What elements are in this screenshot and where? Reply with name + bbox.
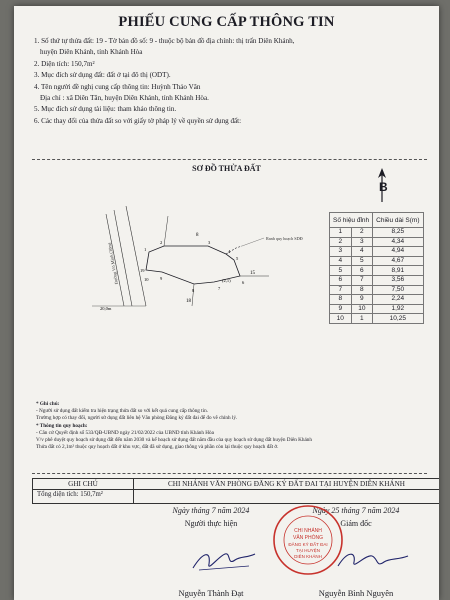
planning-line: V/v phê duyệt quy hoạch sử dụng đất đến năm 2030 và kế hoạch sử dụng đất năm đầu của quy hoạch sử dụng đất huyện Diên Khánh bbox=[36, 437, 312, 444]
edge-row bbox=[330, 285, 424, 295]
vertex-label: 10 bbox=[144, 277, 149, 282]
edge-row bbox=[330, 237, 424, 247]
edge-vertex: 1 bbox=[351, 314, 373, 324]
info-line-4: 4. Tên người đề nghị cung cấp thông tin: Huỳnh Thảo Vân bbox=[34, 82, 201, 91]
road-edge-right bbox=[114, 210, 132, 306]
svg-text:ĐĂNG KÝ ĐẤT ĐAI: ĐĂNG KÝ ĐẤT ĐAI bbox=[288, 542, 328, 547]
edge-length: 2,24 bbox=[373, 295, 423, 305]
svg-text:VĂN PHÒNG: VĂN PHÒNG bbox=[292, 535, 324, 541]
signature-right bbox=[332, 546, 412, 576]
edge-vertex: 7 bbox=[351, 275, 373, 285]
edge-length: 8,91 bbox=[373, 266, 423, 276]
edge-vertex: 4 bbox=[330, 256, 352, 266]
edge-vertex: 4 bbox=[351, 247, 373, 257]
edge-row bbox=[330, 314, 424, 324]
svg-text:TẠI HUYỆN: TẠI HUYỆN bbox=[295, 548, 321, 553]
edge-vertex: 9 bbox=[351, 295, 373, 305]
edge-length: 4,94 bbox=[373, 247, 423, 257]
info-line-1: 1. Số thứ tự thửa đất: 19 - Tờ bản đồ số: 9 - thuộc bộ bản đồ địa chính: thị trấn Diên Khánh, bbox=[34, 37, 295, 45]
planning-heading: * Thông tin quy hoạch: bbox=[36, 422, 88, 429]
edge-vertex: 6 bbox=[351, 266, 373, 276]
area-label: (2,1) bbox=[222, 278, 231, 283]
name-left: Nguyễn Thành Đạt bbox=[178, 588, 244, 598]
edge-vertex: 10 bbox=[351, 304, 373, 314]
divider bbox=[32, 473, 427, 474]
notes-heading: * Ghi chú: bbox=[36, 401, 60, 407]
edge-row bbox=[330, 256, 424, 266]
note-line: - Người sử dụng đất kiểm tra hiện trạng thửa đất so với kết quả cung cấp thông tin. bbox=[36, 408, 208, 415]
edge-row bbox=[330, 295, 424, 305]
road-label: Đường Võ Minh (30m) bbox=[106, 242, 119, 285]
sdd-leader bbox=[242, 238, 264, 246]
neighbor-bottom-label: 18 bbox=[186, 299, 191, 304]
edge-vertex: 2 bbox=[330, 237, 352, 247]
date-left: Ngày tháng 7 năm 2024 bbox=[172, 506, 250, 515]
edge-length-table bbox=[329, 212, 424, 324]
edge-length: 1,92 bbox=[373, 304, 423, 314]
role-right: Giám đốc bbox=[340, 519, 372, 528]
vertex-label: 5 bbox=[236, 256, 239, 261]
info-line-5: 5. Mục đích sử dụng tài liệu: tham khảo thông tin. bbox=[34, 105, 177, 114]
note-line: Trường hợp có thay đổi, người sử dụng đất liên hệ Văn phòng Đăng ký đất đai để đo vẽ chỉnh lý. bbox=[36, 415, 238, 422]
edge-vertex: 6 bbox=[330, 275, 352, 285]
svg-text:DIÊN KHÁNH: DIÊN KHÁNH bbox=[294, 554, 322, 559]
edge-vertex: 1 bbox=[330, 228, 352, 238]
north-label: B bbox=[379, 180, 388, 194]
edge-vertex: 3 bbox=[351, 237, 373, 247]
edge-row bbox=[330, 275, 424, 285]
edge-vertex: 8 bbox=[351, 285, 373, 295]
info-block bbox=[34, 36, 429, 127]
vertex-label: 4 bbox=[228, 249, 231, 254]
neighbor-right-label: 15 bbox=[250, 271, 255, 276]
edge-length: 8,25 bbox=[373, 228, 423, 238]
vertex-label: 3 bbox=[208, 240, 211, 245]
planning-line: Thửa đất có 2,1m² thuộc quy hoạch đất ở khu vực, đất đã sử dụng, giao thông và phần còn lại thuộc quy hoạch đất ở. bbox=[36, 444, 279, 451]
table-divider bbox=[133, 479, 134, 503]
vertex-label: 8 bbox=[192, 288, 195, 293]
vertex-label: 7 bbox=[218, 286, 221, 291]
edge-length: 7,50 bbox=[373, 285, 423, 295]
edge-row bbox=[330, 266, 424, 276]
parcel-map bbox=[84, 206, 314, 316]
vertex-label: 1 bbox=[144, 247, 147, 252]
edge-vertex: 2 bbox=[351, 228, 373, 238]
name-right: Nguyễn Bình Nguyên bbox=[318, 588, 394, 598]
info-line-2: 2. Diện tích: 150,7m² bbox=[34, 59, 95, 68]
notes-block bbox=[36, 401, 431, 451]
vertex-label: 2 bbox=[160, 240, 163, 245]
edge-vertex: 10 bbox=[330, 314, 352, 324]
edge-table-header-length: Chiều dài S(m) bbox=[373, 213, 423, 228]
edge-vertex: 3 bbox=[330, 247, 352, 257]
vertex-label: 6 bbox=[242, 280, 245, 285]
info-line-1b: huyện Diên Khánh, tỉnh Khánh Hòa bbox=[40, 48, 143, 57]
footer-ghichu-header: GHI CHÚ bbox=[33, 479, 133, 490]
edge-vertex: 9 bbox=[330, 304, 352, 314]
divider bbox=[32, 159, 427, 160]
neighbor-top-label: 8 bbox=[196, 233, 199, 238]
width-label: 20,0m bbox=[100, 306, 112, 311]
edge-vertex: 5 bbox=[351, 256, 373, 266]
edge-row bbox=[330, 247, 424, 257]
info-sheet bbox=[14, 6, 439, 600]
sdd-label: Ranh quy hoạch SDĐ bbox=[266, 236, 303, 241]
edge-row bbox=[330, 228, 424, 238]
edge-length: 4,67 bbox=[373, 256, 423, 266]
total-area: Tổng diện tích: 150,7m² bbox=[37, 491, 103, 498]
page-title: PHIẾU CUNG CẤP THÔNG TIN bbox=[118, 14, 335, 30]
edge-length: 4,34 bbox=[373, 237, 423, 247]
info-line-3: 3. Mục đích sử dụng đất: đất ở tại đô thị (ODT). bbox=[34, 71, 171, 80]
footer-table bbox=[32, 478, 439, 504]
role-left: Người thực hiện bbox=[184, 519, 238, 528]
svg-text:CHI NHÁNH: CHI NHÁNH bbox=[294, 528, 322, 534]
edge-vertex: 8 bbox=[330, 295, 352, 305]
edge-length: 3,56 bbox=[373, 275, 423, 285]
edge-vertex: 7 bbox=[330, 285, 352, 295]
road-edge-left bbox=[106, 214, 124, 306]
edge-row bbox=[330, 304, 424, 314]
info-line-6: 6. Các thay đổi của thửa đất so với giấy tờ pháp lý về quyền sử dụng đất: bbox=[34, 116, 242, 125]
signature-left bbox=[189, 546, 259, 576]
map-title: SƠ ĐỒ THỬA ĐẤT bbox=[192, 164, 261, 173]
edge-length: 10,25 bbox=[373, 314, 423, 324]
planning-line: - Căn cứ Quyết định số 533/QĐ-UBND ngày 21/02/2022 của UBND tỉnh Khánh Hòa bbox=[36, 429, 214, 436]
edge-vertex: 5 bbox=[330, 266, 352, 276]
date-right: Ngày 25 tháng 7 năm 2024 bbox=[312, 506, 400, 515]
plot-number: 19 bbox=[140, 268, 145, 273]
neighbor-line bbox=[164, 216, 168, 246]
info-line-4b: Địa chỉ : xã Diên Tân, huyện Diên Khánh, tỉnh Khánh Hòa. bbox=[40, 94, 209, 103]
vertex-label: 9 bbox=[160, 276, 163, 281]
footer-office-header: CHI NHÁNH VĂN PHÒNG ĐĂNG KÝ ĐẤT ĐAI TẠI HUYỆN DIÊN KHÁNH bbox=[133, 479, 439, 490]
edge-table-header-vertex: Số hiệu đỉnh bbox=[330, 213, 373, 228]
